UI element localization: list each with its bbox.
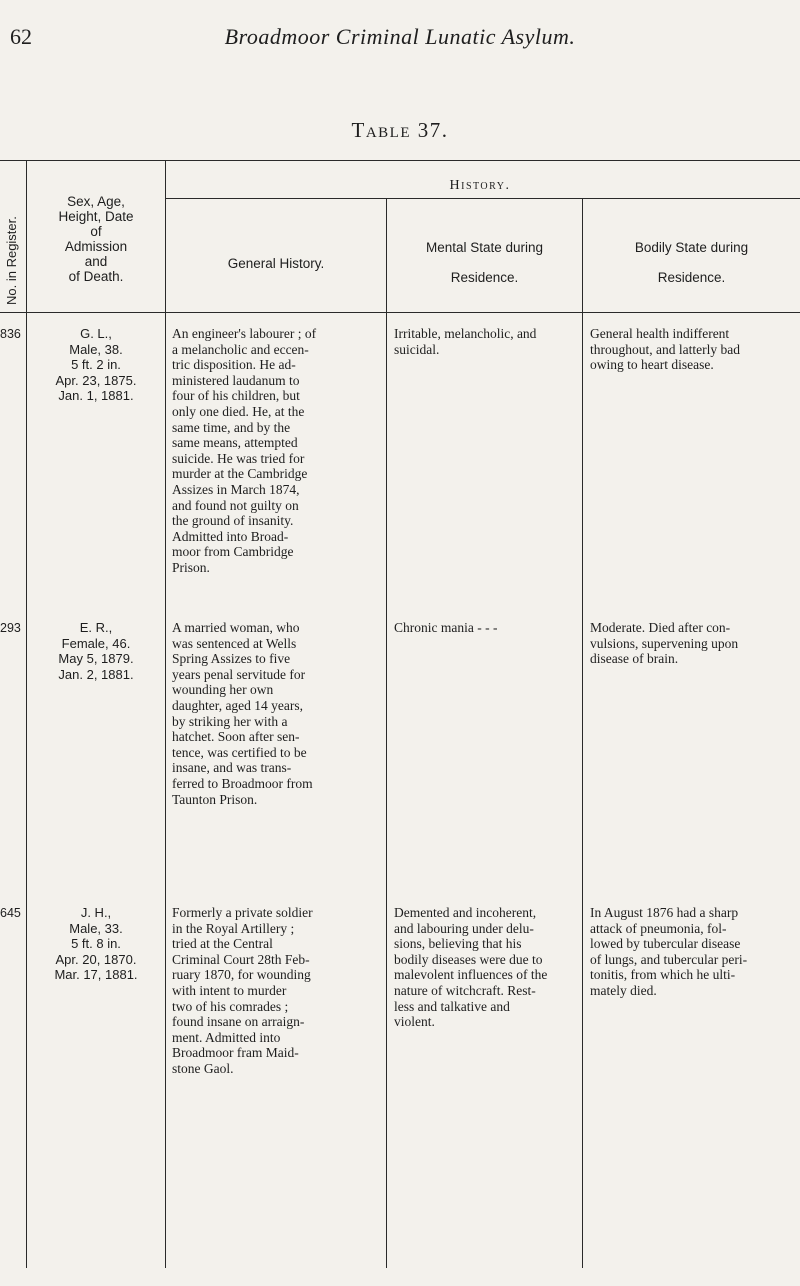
- mental-state-header: Mental State during Residence.: [425, 240, 544, 285]
- bodily-state-cell: Moderate. Died after con- vulsions, supervening upon disease of brain.: [590, 620, 739, 667]
- bodily-state-cell: General health indifferent throughout, and latterly bad owing to heart disease.: [590, 326, 740, 373]
- col-divider-4: [582, 198, 583, 1268]
- bodily-state-cell: In August 1876 had a sharp attack of pneumonia, fol- lowed by tubercular disease of lungs, and tubercular peri- tonitis, from which he ulti- mately died.: [590, 905, 748, 998]
- general-history-cell: Formerly a private soldier in the Royal Artillery ; tried at the Central Criminal Court 28th Feb- ruary 1870, for wounding with intent to murder two of his comrades ; found insane on arraign- ment. Admitted into Broadmoor fram Maid- stone Gaol.: [172, 905, 313, 1076]
- sex-age-header: Sex, Age, Height, Date of Admission and of Death.: [58, 194, 134, 284]
- col-divider-2: [165, 160, 166, 1268]
- page-number: 62: [10, 24, 32, 49]
- mental-state-cell: Chronic mania - - -: [394, 620, 498, 635]
- running-head: Broadmoor Criminal Lunatic Asylum.: [224, 24, 576, 49]
- header-bottom-rule: [0, 312, 800, 313]
- register-number: 645: [0, 906, 21, 920]
- register-number: 293: [0, 621, 21, 635]
- mental-state-cell: Demented and incoherent, and labouring under delu- sions, believing that his bodily diseases were due to malevolent influences of the nature of witchcraft. Rest- less and talkative and violent.: [394, 905, 548, 1030]
- sex-age-cell: E. R., Female, 46. May 5, 1879. Jan. 2, 1881.: [58, 620, 134, 682]
- general-history-header: General History.: [227, 256, 325, 271]
- register-number: 836: [0, 327, 21, 341]
- history-rule: [165, 198, 800, 199]
- sex-age-cell: G. L., Male, 38. 5 ft. 2 in. Apr. 23, 1875. Jan. 1, 1881.: [55, 326, 137, 404]
- bodily-state-header: Bodily State during Residence.: [634, 240, 749, 285]
- history-header: History.: [449, 178, 511, 193]
- table-top-rule: [0, 160, 800, 161]
- mental-state-cell: Irritable, melancholic, and suicidal.: [394, 326, 537, 357]
- general-history-cell: A married woman, who was sentenced at Wells Spring Assizes to five years penal servitude for wounding her own daughter, aged 14 years, by striking her with a hatchet. Soon after sen- tence, was certified to be insane, and was trans- ferred to Broadmoor from Taunton Prison.: [172, 620, 313, 807]
- col-divider-3: [386, 198, 387, 1268]
- table-title: Table 37.: [351, 118, 449, 142]
- general-history-cell: An engineer's labourer ; of a melancholic and eccen- tric disposition. He ad- ministered laudanum to four of his children, but only one died. He, at the same time, and by the same means, attempted suicide. He was tried for murder at the Cambridge Assizes in March 1874, and found not guilty on the ground of insanity. Admitted into Broad- moor from Cambridge Prison.: [172, 326, 317, 575]
- sex-age-cell: J. H., Male, 33. 5 ft. 8 in. Apr. 20, 1870. Mar. 17, 1881.: [54, 905, 138, 983]
